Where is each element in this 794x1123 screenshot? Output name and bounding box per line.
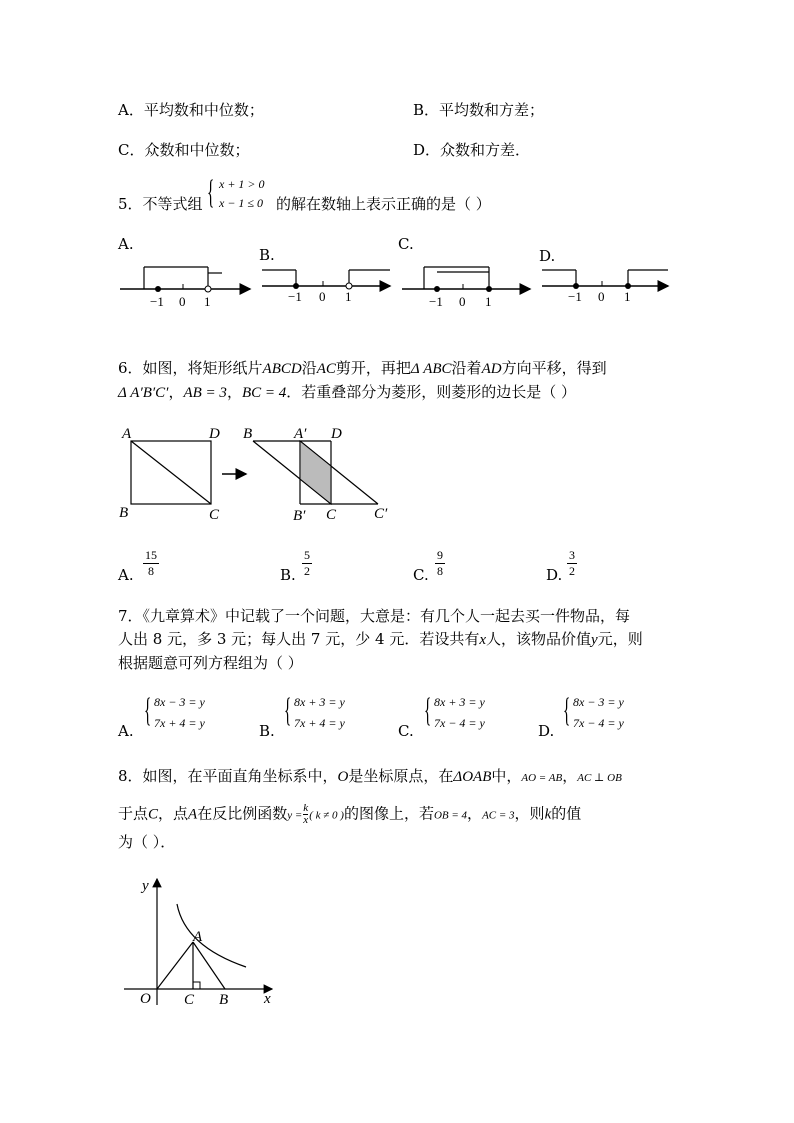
- q4-option-b: B．平均数和方差；: [413, 101, 545, 119]
- q6-option-d-label: D.: [546, 566, 563, 584]
- q6-line2: Δ A′B′C′，AB = 3，BC = 4．若重叠部分为菱形，则菱形的边长是（ ）: [118, 383, 577, 401]
- q4-option-d: D．众数和方差．: [413, 141, 531, 159]
- q7-option-b-system: { 8x + 3 = y 7x + 4 = y: [284, 692, 345, 730]
- svg-text:B: B: [243, 426, 253, 442]
- q5-label-b: B.: [259, 246, 275, 264]
- svg-text:D: D: [331, 426, 342, 442]
- tick-label: 1: [485, 294, 492, 309]
- q7-line2: 人出 8 元，多 3 元；每人出 7 元，少 4 元．若设共有x人，该物品价值y元，则: [118, 630, 643, 648]
- q5-inequality-system: { x + 1 > 0 x − 1 ≤ 0: [213, 174, 265, 214]
- q4-option-c: C．众数和中位数；: [118, 141, 250, 159]
- q6-line1: 6．如图，将矩形纸片ABCD沿AC剪开，再把Δ ABC沿着AD方向平移，得到: [118, 359, 607, 377]
- q5-prefix: 5．不等式组: [118, 195, 203, 213]
- q7-line1: 7．《九章算术》中记载了一个问题，大意是：有几个人一起去买一件物品，每: [118, 607, 631, 625]
- q8-line1: 8．如图，在平面直角坐标系中，O是坐标原点，在ΔOAB中，AO = AB，AC ⊥ OB: [118, 767, 622, 785]
- tick-label: −1: [429, 294, 443, 309]
- q6-option-c-fraction: $\frac{9}{8}$: [437, 548, 443, 578]
- q7-option-b-label: B.: [259, 722, 275, 740]
- q6-option-c-label: C.: [413, 566, 429, 584]
- tick-label: −1: [150, 294, 164, 309]
- q7-option-c-label: C.: [398, 722, 414, 740]
- svg-text:O: O: [140, 991, 151, 1007]
- q8-line3: 为（ ）．: [118, 833, 176, 851]
- q6-option-b-fraction: $\frac{5}{2}$: [304, 548, 310, 578]
- q5-label-c: C.: [398, 235, 414, 253]
- q7-option-a-label: A.: [118, 722, 134, 740]
- q7-option-c-system: { 8x + 3 = y 7x − 4 = y: [424, 692, 485, 730]
- q6-option-a-fraction: $\frac{15}{8}$: [145, 548, 157, 578]
- svg-text:y: y: [142, 878, 149, 894]
- svg-text:C: C: [326, 507, 337, 523]
- q8-line2: 于点C，点A在反比例函数y = $\frac{k}{x}$ ( k ≠ 0 )的图像上，若OB = 4，AC = 3，则k的值: [118, 802, 582, 826]
- svg-text:A′: A′: [294, 426, 307, 442]
- svg-text:D: D: [209, 426, 220, 442]
- tick-label: 1: [204, 294, 211, 309]
- right-angle-mark: [193, 982, 200, 989]
- svg-text:C′: C′: [374, 506, 388, 522]
- q5-suffix: 的解在数轴上表示正确的是（ ）: [276, 195, 491, 213]
- tick-label: 1: [345, 289, 352, 304]
- q7-option-d-system: { 8x − 3 = y 7x − 4 = y: [563, 692, 624, 730]
- q4-option-a: A．平均数和中位数；: [118, 101, 264, 119]
- q8-func-fraction: $\frac{k}{x}$: [303, 802, 309, 826]
- svg-text:A: A: [193, 929, 203, 945]
- q6-option-b-label: B.: [280, 566, 296, 584]
- svg-text:C: C: [209, 507, 220, 523]
- q5-sys-line1: x + 1 > 0: [219, 177, 265, 191]
- q7-line3: 根据题意可列方程组为（ ）: [118, 654, 303, 672]
- svg-text:B′: B′: [293, 508, 306, 524]
- tick-label: −1: [568, 289, 582, 304]
- q5-label-d: D.: [539, 247, 556, 265]
- svg-text:B: B: [119, 505, 129, 521]
- tick-label: 0: [179, 294, 186, 309]
- tick-label: −1: [288, 289, 302, 304]
- segment-oa: [157, 942, 193, 989]
- q7-option-d-label: D.: [538, 722, 555, 740]
- q6-option-d-fraction: $\frac{3}{2}$: [569, 548, 575, 578]
- inverse-curve: [177, 904, 246, 967]
- svg-text:A: A: [122, 426, 132, 442]
- svg-text:C: C: [184, 992, 195, 1008]
- svg-text:B: B: [219, 992, 229, 1008]
- tick-label: 0: [459, 294, 466, 309]
- tick-label: 0: [598, 289, 605, 304]
- q5-label-a: A.: [118, 235, 134, 253]
- tick-label: 0: [319, 289, 326, 304]
- q7-option-a-system: { 8x − 3 = y 7x + 4 = y: [144, 692, 205, 730]
- q5-sys-line2: x − 1 ≤ 0: [219, 196, 264, 210]
- tick-label: 1: [624, 289, 631, 304]
- svg-text:x: x: [264, 991, 271, 1007]
- q6-option-a-label: A.: [118, 566, 134, 584]
